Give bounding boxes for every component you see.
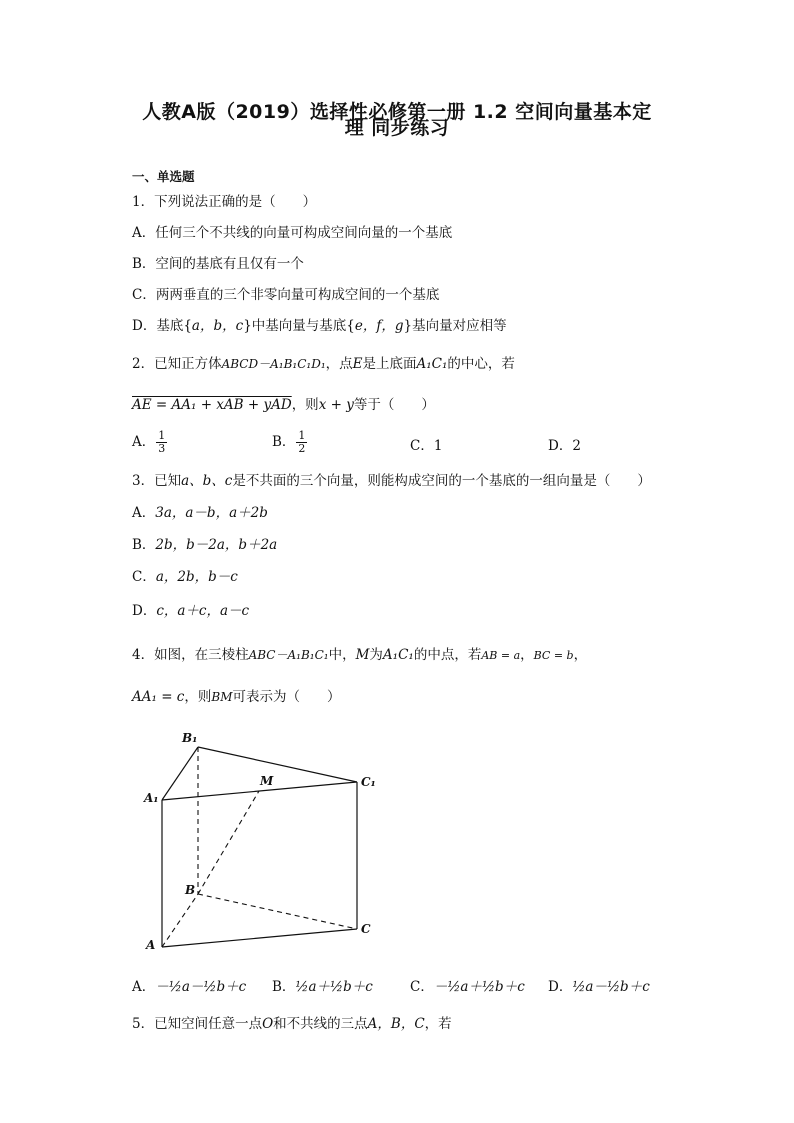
q2-text-4: 的中心，若 (447, 356, 515, 372)
edge-b-c (198, 894, 357, 929)
q3-text-2: 是不共面的三个向量，则能构成空间的一个基底的一组向量是（ ） (232, 473, 651, 489)
q2-b-num: 1 (298, 429, 306, 442)
label-a1: A₁ (144, 791, 159, 805)
q2-option-b (272, 430, 308, 455)
edge-a1-b1 (162, 747, 198, 800)
label-m: M (260, 774, 274, 788)
q2-stem (132, 355, 515, 373)
q2-face: A₁C₁ (416, 356, 448, 372)
q2-text-5: ，则 (291, 397, 319, 413)
q4-ab-eq: AB = a (481, 649, 521, 662)
title-line-1: 人教A版（2019）选择性必修第一册 1.2 空间向量基本定 (142, 101, 652, 123)
q3-c-value: a，2b，b－c (155, 569, 238, 585)
q3-stem (132, 472, 651, 490)
q3-option-c (132, 568, 238, 586)
q2-option-d: D．2 (548, 438, 581, 454)
q3-a-value: 3a，a－b，a＋2b (155, 505, 268, 521)
q4-option-a (132, 978, 246, 996)
triangular-prism-figure (130, 722, 390, 957)
q4-stem-line-2 (132, 688, 340, 706)
q1-option-b: B．空间的基底有且仅有一个 (132, 256, 304, 272)
q2-a-fraction (156, 430, 167, 455)
q2-a-den: 3 (158, 442, 166, 455)
q3-option-a (132, 504, 268, 522)
q3-d-label: D． (132, 603, 157, 619)
q1-d-vars-2: e，f，g (354, 318, 404, 334)
q4-a-label: A． (132, 979, 156, 995)
title-line-2-wrap (0, 113, 794, 140)
q3-option-b (132, 536, 277, 554)
q2-point-e: E (352, 356, 363, 372)
q2-a-label: A． (132, 434, 156, 450)
q4-c-value: －½a＋½b＋c (433, 979, 525, 995)
q1-option-c: C．两两垂直的三个非零向量可构成空间的一个基底 (132, 287, 440, 303)
q4-c-label: C． (410, 979, 434, 995)
q4-text-1: 4．如图，在三棱柱 (132, 647, 249, 663)
q2-text-1: 2．已知正方体 (132, 356, 222, 372)
q4-sep-2: ， (573, 647, 588, 663)
label-c: C (361, 922, 371, 936)
q2-text-6: 等于（ ） (353, 397, 435, 413)
q2-equation: AE = AA₁ + xAB + yAD (132, 397, 292, 413)
q2-cube: ABCD－A₁B₁C₁D₁ (221, 357, 326, 371)
q4-d-value: ½a－½b＋c (572, 979, 650, 995)
q4-text-6: 可表示为（ ） (232, 689, 341, 705)
q1-d-vars-1: a，b，c (191, 318, 244, 334)
q1-d-text-2: }中基向量与基底{ (243, 318, 355, 334)
q2-text-3: 是上底面 (362, 356, 417, 372)
edge-b1-c1 (198, 747, 357, 782)
q4-prism: ABC－A₁B₁C₁ (248, 648, 329, 662)
q4-option-c (410, 978, 525, 996)
q4-option-b (272, 978, 373, 996)
q4-point-m: M (355, 647, 370, 663)
q3-b-label: B． (132, 537, 156, 553)
q1-d-text-1: D．基底{ (132, 318, 192, 334)
q4-d-label: D． (548, 979, 573, 995)
q3-d-value: c，a＋c，a－c (156, 603, 250, 619)
q3-text-1: 3．已知 (132, 473, 182, 489)
q4-b-label: B． (272, 979, 296, 995)
q3-c-label: C． (132, 569, 156, 585)
q2-option-c: C．1 (410, 438, 443, 454)
q3-vars: a、b、c (181, 473, 233, 489)
q2-b-den: 2 (298, 442, 306, 455)
edge-a-c (162, 929, 357, 947)
q1-d-text-3: }基向量对应相等 (403, 318, 507, 334)
q4-text-2: 中， (328, 647, 356, 663)
q2-a-num: 1 (158, 429, 166, 442)
q3-option-d (132, 602, 249, 620)
q4-aa1-eq: AA₁ = c (132, 689, 185, 705)
q5-text-2: 和不共线的三点 (273, 1016, 368, 1032)
q1-option-a: A．任何三个不共线的向量可构成空间向量的一个基底 (132, 225, 453, 241)
q4-text-5: ，则 (184, 689, 212, 705)
section-label: 一、单选题 (132, 169, 195, 184)
q2-option-a (132, 430, 168, 455)
q4-text-4: 的中点，若 (413, 647, 482, 663)
q5-points: A，B，C (367, 1016, 425, 1032)
q3-b-value: 2b，b－2a，b＋2a (155, 537, 278, 553)
q2-xy: x + y (318, 397, 354, 413)
q5-text-3: ，若 (424, 1016, 452, 1032)
q4-a-value: －½a－½b＋c (155, 979, 247, 995)
q2-b-fraction (296, 430, 307, 455)
q4-b-value: ½a＋½b＋c (295, 979, 373, 995)
q4-option-d (548, 978, 650, 996)
q4-stem (132, 646, 587, 665)
q5-point-o: O (262, 1016, 274, 1032)
q5-text-1: 5．已知空间任意一点 (132, 1016, 263, 1032)
label-a: A (146, 938, 156, 952)
label-b: B (185, 883, 196, 897)
q4-bc-eq: BC = b (533, 649, 574, 662)
q2-b-label: B． (272, 434, 296, 450)
edge-a-b (162, 894, 198, 947)
q2-text-2: ，点 (325, 356, 353, 372)
q4-text-3: 为 (369, 647, 383, 663)
q4-bm: BM (211, 690, 233, 704)
label-b1: B₁ (182, 731, 198, 745)
q5-stem (132, 1015, 452, 1033)
q4-segment: A₁C₁ (382, 647, 414, 663)
title-line-2: 理 同步练习 (344, 117, 450, 139)
segment-b-m (198, 791, 259, 894)
label-c1: C₁ (361, 775, 376, 789)
q1-stem: 1．下列说法正确的是（ ） (132, 194, 317, 210)
q3-a-label: A． (132, 505, 156, 521)
q1-option-d (132, 317, 507, 335)
q2-equation-line (132, 396, 435, 414)
q4-sep-1: ， (520, 647, 534, 663)
